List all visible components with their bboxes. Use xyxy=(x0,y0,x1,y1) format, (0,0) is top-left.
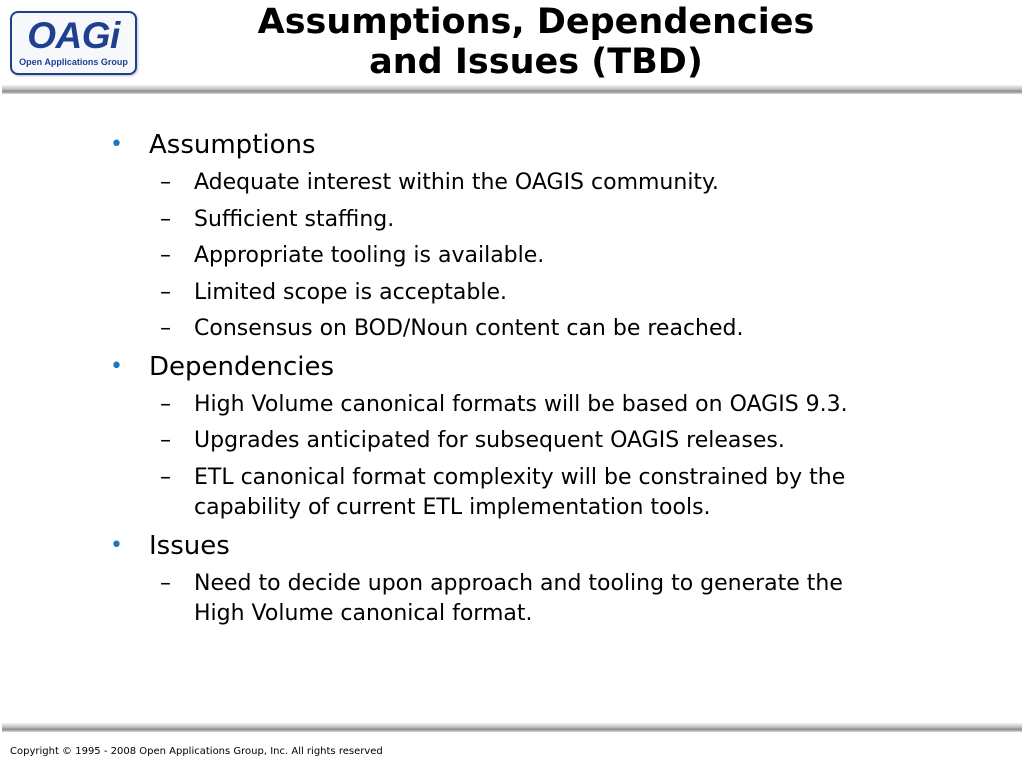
list-item-text: Need to decide upon approach and tooling to generate the High Volume canonical format. xyxy=(194,570,843,626)
list-item xyxy=(110,205,870,236)
section-heading: Assumptions xyxy=(149,130,316,160)
footer-divider xyxy=(2,723,1022,732)
dash-icon: – xyxy=(160,170,171,195)
assumptions-list xyxy=(110,168,870,345)
logo-subtitle: Open Applications Group xyxy=(19,57,128,67)
list-item xyxy=(110,463,870,524)
list-item-text: Limited scope is acceptable. xyxy=(194,279,507,305)
list-item xyxy=(110,278,870,309)
bullet-icon: • xyxy=(110,532,123,558)
section-issues xyxy=(110,529,870,563)
dash-icon: – xyxy=(160,279,171,305)
dash-icon: – xyxy=(160,428,171,453)
logo-mark: OAGi xyxy=(27,15,120,56)
list-item-text: Upgrades anticipated for subsequent OAGIS releases. xyxy=(194,428,785,453)
list-item xyxy=(110,390,870,421)
list-item xyxy=(110,426,870,457)
list-item-text: High Volume canonical formats will be based on OAGIS 9.3. xyxy=(194,391,848,417)
bullet-icon: • xyxy=(110,353,123,379)
oagi-logo xyxy=(10,11,137,75)
slide-title xyxy=(200,2,872,82)
list-item-text: Consensus on BOD/Noun content can be reached. xyxy=(194,316,744,341)
title-line-1: Assumptions, Dependencies xyxy=(257,2,815,42)
list-item-text: Sufficient staffing. xyxy=(194,206,395,232)
bullet-content xyxy=(110,128,870,630)
dash-icon: – xyxy=(160,243,171,268)
section-heading: Issues xyxy=(149,530,230,561)
bullet-icon: • xyxy=(110,132,123,157)
section-assumptions xyxy=(110,128,870,162)
list-item-text: Appropriate tooling is available. xyxy=(194,243,545,268)
list-item xyxy=(110,241,870,272)
dash-icon: – xyxy=(160,464,171,490)
list-item-text: ETL canonical format complexity will be constrained by the capability of current ETL implementation tools. xyxy=(194,464,846,520)
list-item xyxy=(110,314,870,345)
list-item xyxy=(110,168,870,199)
dash-icon: – xyxy=(160,316,171,341)
list-item-text: Adequate interest within the OAGIS community. xyxy=(194,170,719,195)
header-divider xyxy=(2,85,1022,94)
section-heading: Dependencies xyxy=(149,351,335,382)
dash-icon: – xyxy=(160,206,171,232)
title-line-2: and Issues (TBD) xyxy=(369,42,703,82)
dash-icon: – xyxy=(160,391,171,417)
section-dependencies xyxy=(110,350,870,384)
list-item xyxy=(110,569,870,630)
issues-list xyxy=(110,569,870,630)
dependencies-list xyxy=(110,390,870,524)
copyright-text: Copyright © 1995 - 2008 Open Applications Group, Inc. All rights reserved xyxy=(10,746,383,757)
dash-icon: – xyxy=(160,570,171,596)
